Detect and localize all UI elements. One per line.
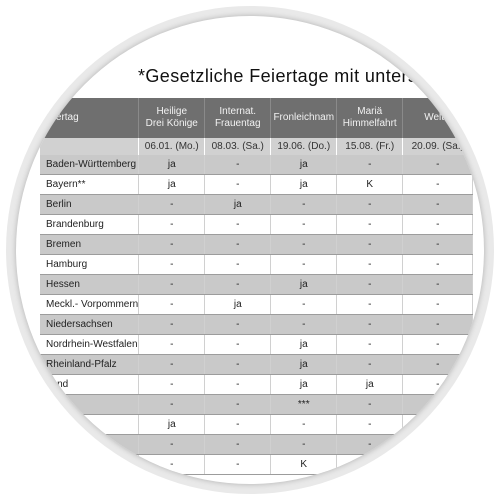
holiday-cell: - xyxy=(271,255,337,275)
holiday-date: 15.08. (Fr.) xyxy=(337,138,403,155)
holiday-cell: ja xyxy=(271,175,337,195)
holiday-cell: - xyxy=(139,255,205,275)
state-name: rland xyxy=(40,375,139,395)
column-header-line1: Weltki xyxy=(424,112,452,123)
holiday-cell: - xyxy=(139,375,205,395)
column-header-line2: Himmelfahrt xyxy=(342,118,397,129)
column-header xyxy=(403,98,473,138)
holiday-cell: ja xyxy=(271,275,337,295)
date-row xyxy=(40,138,473,155)
page-title: *Gesetzliche Feiertage mit untersch xyxy=(138,66,438,86)
holiday-cell: - xyxy=(205,235,271,255)
holiday-cell: - xyxy=(139,195,205,215)
holiday-cell: - xyxy=(403,435,473,455)
state-name: Baden-Württemberg xyxy=(40,155,139,175)
table-row xyxy=(40,435,473,455)
holiday-cell: - xyxy=(139,235,205,255)
column-header xyxy=(205,98,271,138)
holiday-cell: - xyxy=(403,395,473,415)
table-row xyxy=(40,455,473,475)
document-page xyxy=(16,16,484,484)
holiday-cell: - xyxy=(139,335,205,355)
state-name: Hamburg xyxy=(40,255,139,275)
holiday-cell: - xyxy=(139,395,205,415)
holiday-date: 20.09. (Sa.) xyxy=(403,138,473,155)
holiday-cell: - xyxy=(403,235,473,255)
holiday-cell: ja xyxy=(271,155,337,175)
table-row xyxy=(40,375,473,395)
holiday-cell: - xyxy=(139,295,205,315)
column-header-line1: Internat. xyxy=(219,106,257,117)
holiday-cell: ja xyxy=(139,155,205,175)
holiday-cell: - xyxy=(139,215,205,235)
state-name: n-Anhalt xyxy=(40,415,139,435)
holiday-cell: - xyxy=(205,455,271,475)
holiday-cell: - xyxy=(139,435,205,455)
holiday-cell: - xyxy=(403,175,473,195)
holiday-cell: - xyxy=(403,155,473,175)
table-row xyxy=(40,275,473,295)
holiday-cell: ja xyxy=(271,335,337,355)
state-name: Meckl.- Vorpommern xyxy=(40,295,139,315)
holiday-cell: - xyxy=(403,335,473,355)
state-name: Nordrhein-Westfalen xyxy=(40,335,139,355)
holiday-date: 19.06. (Do.) xyxy=(271,138,337,155)
holiday-cell: - xyxy=(403,415,473,435)
table-row xyxy=(40,315,473,335)
table-row xyxy=(40,175,473,195)
holiday-cell: - xyxy=(337,355,403,375)
state-name: en xyxy=(40,395,139,415)
holiday-cell: ja xyxy=(271,375,337,395)
holiday-cell: K xyxy=(271,455,337,475)
holiday-cell: - xyxy=(403,215,473,235)
table-row xyxy=(40,215,473,235)
state-name xyxy=(40,455,139,475)
holiday-cell: - xyxy=(139,355,205,375)
holiday-cell: - xyxy=(337,235,403,255)
state-name: Bremen xyxy=(40,235,139,255)
holiday-cell: - xyxy=(271,435,337,455)
circular-lens xyxy=(16,16,484,484)
holiday-cell: - xyxy=(337,275,403,295)
column-header-line1: Feiertag xyxy=(42,112,79,123)
holiday-cell: - xyxy=(205,375,271,395)
table-row xyxy=(40,335,473,355)
holiday-cell: - xyxy=(337,295,403,315)
holiday-table-body xyxy=(40,98,473,475)
holiday-cell: - xyxy=(337,335,403,355)
holiday-cell: ja xyxy=(139,415,205,435)
state-name: Niedersachsen xyxy=(40,315,139,335)
holiday-cell: - xyxy=(271,195,337,215)
state-name: tein xyxy=(40,435,139,455)
column-header-line1: Fronleichnam xyxy=(273,112,335,123)
column-header-line2: Drei Könige xyxy=(145,118,198,129)
holiday-cell: - xyxy=(271,315,337,335)
holiday-cell: - xyxy=(205,395,271,415)
state-name: Berlin xyxy=(40,195,139,215)
column-header xyxy=(40,98,139,138)
holiday-cell: - xyxy=(139,315,205,335)
holiday-cell: - xyxy=(205,275,271,295)
holiday-cell: - xyxy=(403,375,473,395)
holiday-cell: ja xyxy=(337,375,403,395)
holiday-cell: - xyxy=(337,155,403,175)
holiday-cell: - xyxy=(403,455,473,475)
column-header-line2: Frauentag xyxy=(214,118,261,129)
holiday-cell: *** xyxy=(271,395,337,415)
holiday-cell: - xyxy=(139,275,205,295)
holiday-cell: - xyxy=(337,215,403,235)
holiday-cell: - xyxy=(271,235,337,255)
holiday-cell: - xyxy=(205,175,271,195)
table-row xyxy=(40,255,473,275)
holiday-table xyxy=(40,98,473,475)
holiday-cell: - xyxy=(337,195,403,215)
holiday-cell: - xyxy=(403,295,473,315)
column-header xyxy=(271,98,337,138)
holiday-cell: - xyxy=(403,195,473,215)
holiday-cell: - xyxy=(403,275,473,295)
holiday-cell: - xyxy=(403,355,473,375)
state-name: Hessen xyxy=(40,275,139,295)
table-row xyxy=(40,195,473,215)
holiday-cell: - xyxy=(337,415,403,435)
header-row xyxy=(40,98,473,138)
table-row xyxy=(40,235,473,255)
table-row xyxy=(40,415,473,435)
holiday-cell: ja xyxy=(205,195,271,215)
holiday-cell: - xyxy=(403,255,473,275)
holiday-cell: - xyxy=(337,315,403,335)
holiday-cell: ja xyxy=(271,355,337,375)
holiday-cell: - xyxy=(337,435,403,455)
column-header-line1: Heilige xyxy=(156,106,188,117)
holiday-cell: - xyxy=(337,395,403,415)
holiday-cell: - xyxy=(205,415,271,435)
holiday-cell: K xyxy=(337,175,403,195)
holiday-cell: - xyxy=(205,335,271,355)
holiday-cell: - xyxy=(205,215,271,235)
column-header xyxy=(337,98,403,138)
state-name: Bayern** xyxy=(40,175,139,195)
holiday-cell: - xyxy=(205,435,271,455)
holiday-cell: - xyxy=(139,455,205,475)
holiday-cell: - xyxy=(205,255,271,275)
holiday-cell: - xyxy=(271,295,337,315)
holiday-cell: - xyxy=(337,255,403,275)
holiday-cell: - xyxy=(271,215,337,235)
holiday-cell: - xyxy=(337,455,403,475)
column-header-line1: Mariä xyxy=(357,106,383,117)
holiday-date: 08.03. (Sa.) xyxy=(205,138,271,155)
holiday-cell: - xyxy=(205,315,271,335)
state-name: Brandenburg xyxy=(40,215,139,235)
holiday-date: 06.01. (Mo.) xyxy=(139,138,205,155)
table-row xyxy=(40,355,473,375)
holiday-date xyxy=(40,138,139,155)
column-header xyxy=(139,98,205,138)
holiday-cell: - xyxy=(403,315,473,335)
table-row xyxy=(40,295,473,315)
state-name: Rheinland-Pfalz xyxy=(40,355,139,375)
holiday-cell: - xyxy=(205,155,271,175)
holiday-cell: - xyxy=(271,415,337,435)
table-row xyxy=(40,395,473,415)
holiday-cell: ja xyxy=(139,175,205,195)
holiday-cell: ja xyxy=(205,295,271,315)
holiday-cell: - xyxy=(205,355,271,375)
table-row xyxy=(40,155,473,175)
